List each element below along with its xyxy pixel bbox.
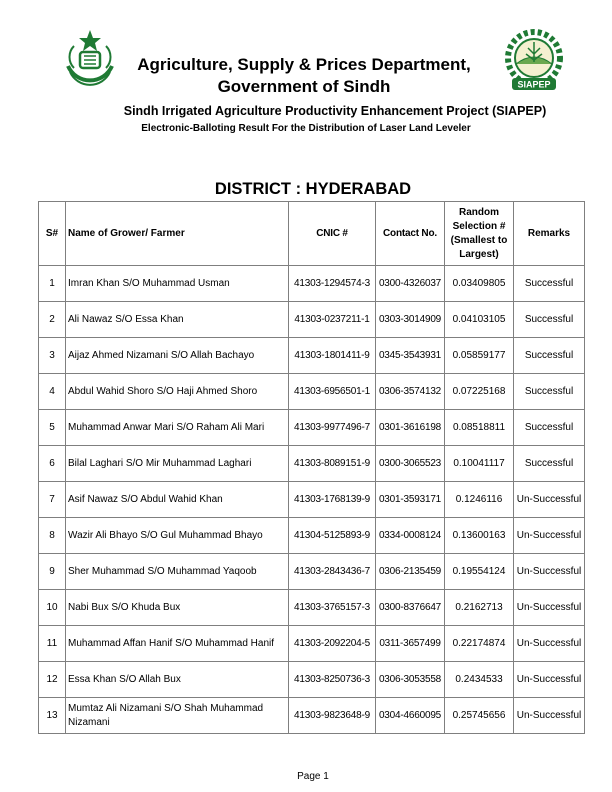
cell-contact: 0334-0008124 <box>376 518 445 554</box>
cell-random-selection: 0.2162713 <box>445 590 514 626</box>
cell-contact: 0306-3574132 <box>376 374 445 410</box>
cell-remarks: Successful <box>514 410 585 446</box>
cell-contact: 0306-3053558 <box>376 662 445 698</box>
cell-cnic: 41303-8089151-9 <box>289 446 376 482</box>
cell-name: Bilal Laghari S/O Mir Muhammad Laghari <box>66 446 289 482</box>
cell-serial: 10 <box>39 590 66 626</box>
cell-name: Asif Nawaz S/O Abdul Wahid Khan <box>66 482 289 518</box>
cell-remarks: Successful <box>514 338 585 374</box>
cell-contact: 0303-3014909 <box>376 302 445 338</box>
cell-serial: 2 <box>39 302 66 338</box>
header-serial: S# <box>39 202 66 266</box>
cell-name: Abdul Wahid Shoro S/O Haji Ahmed Shoro <box>66 374 289 410</box>
cell-random-selection: 0.22174874 <box>445 626 514 662</box>
cell-cnic: 41303-1801411-9 <box>289 338 376 374</box>
table-header-row <box>39 202 585 266</box>
cell-remarks: Un-Successful <box>514 626 585 662</box>
table-row <box>39 518 585 554</box>
cell-random-selection: 0.03409805 <box>445 266 514 302</box>
title-line-1: Agriculture, Supply & Prices Department, <box>137 55 471 74</box>
cell-contact: 0301-3616198 <box>376 410 445 446</box>
cell-remarks: Un-Successful <box>514 554 585 590</box>
cell-name: Muhammad Anwar Mari S/O Raham Ali Mari <box>66 410 289 446</box>
cell-serial: 9 <box>39 554 66 590</box>
cell-name: Muhammad Affan Hanif S/O Muhammad Hanif <box>66 626 289 662</box>
cell-cnic: 41303-6956501-1 <box>289 374 376 410</box>
cell-serial: 4 <box>39 374 66 410</box>
table-row <box>39 446 585 482</box>
cell-cnic: 41303-1768139-9 <box>289 482 376 518</box>
cell-contact: 0301-3593171 <box>376 482 445 518</box>
cell-name: Aijaz Ahmed Nizamani S/O Allah Bachayo <box>66 338 289 374</box>
cell-contact: 0304-4660095 <box>376 698 445 734</box>
header-name: Name of Grower/ Farmer <box>66 202 289 266</box>
cell-name: Nabi Bux S/O Khuda Bux <box>66 590 289 626</box>
cell-serial: 11 <box>39 626 66 662</box>
cell-cnic: 41303-9977496-7 <box>289 410 376 446</box>
table-row <box>39 338 585 374</box>
cell-cnic: 41303-9823648-9 <box>289 698 376 734</box>
cell-serial: 1 <box>39 266 66 302</box>
cell-contact: 0300-3065523 <box>376 446 445 482</box>
cell-serial: 12 <box>39 662 66 698</box>
cell-remarks: Successful <box>514 446 585 482</box>
cell-random-selection: 0.04103105 <box>445 302 514 338</box>
header-remarks: Remarks <box>514 202 585 266</box>
cell-cnic: 41303-2843436-7 <box>289 554 376 590</box>
cell-serial: 6 <box>39 446 66 482</box>
cell-cnic: 41303-2092204-5 <box>289 626 376 662</box>
header-cnic: CNIC # <box>289 202 376 266</box>
cell-remarks: Successful <box>514 266 585 302</box>
district-heading: DISTRICT : HYDERABAD <box>214 180 412 198</box>
cell-name: Imran Khan S/O Muhammad Usman <box>66 266 289 302</box>
cell-cnic: 41304-5125893-9 <box>289 518 376 554</box>
cell-cnic: 41303-0237211-1 <box>289 302 376 338</box>
cell-serial: 5 <box>39 410 66 446</box>
table-row <box>39 590 585 626</box>
cell-random-selection: 0.1246116 <box>445 482 514 518</box>
cell-random-selection: 0.19554124 <box>445 554 514 590</box>
cell-random-selection: 0.05859177 <box>445 338 514 374</box>
table-row <box>39 554 585 590</box>
cell-random-selection: 0.13600163 <box>445 518 514 554</box>
table-row <box>39 410 585 446</box>
siapep-logo <box>500 28 568 96</box>
cell-serial: 13 <box>39 698 66 734</box>
cell-contact: 0345-3543931 <box>376 338 445 374</box>
header-contact: Contact No. <box>376 202 445 266</box>
siapep-logo-text: SIAPEP <box>517 79 551 90</box>
cell-serial: 8 <box>39 518 66 554</box>
document-subtitle: Electronic-Balloting Result For the Distribution of Laser Land Leveler <box>141 123 471 134</box>
cell-remarks: Successful <box>514 374 585 410</box>
cell-name: Sher Muhammad S/O Muhammad Yaqoob <box>66 554 289 590</box>
cell-remarks: Un-Successful <box>514 590 585 626</box>
table-row <box>39 302 585 338</box>
project-name: Sindh Irrigated Agriculture Productivity Enhancement Project (SIAPEP) <box>123 104 547 118</box>
cell-name: Mumtaz Ali Nizamani S/O Shah Muhammad Nizamani <box>66 698 289 734</box>
cell-remarks: Un-Successful <box>514 662 585 698</box>
table-row <box>39 266 585 302</box>
title-line-2: Government of Sindh <box>217 77 391 96</box>
cell-random-selection: 0.25745656 <box>445 698 514 734</box>
cell-contact: 0300-4326037 <box>376 266 445 302</box>
page-number: Page 1 <box>297 771 329 782</box>
table-row <box>39 662 585 698</box>
sindh-government-emblem <box>58 26 122 90</box>
cell-serial: 7 <box>39 482 66 518</box>
balloting-results-table <box>38 201 585 734</box>
cell-random-selection: 0.08518811 <box>445 410 514 446</box>
cell-name: Wazir Ali Bhayo S/O Gul Muhammad Bhayo <box>66 518 289 554</box>
header-random-selection: Random Selection # (Smallest to Largest) <box>445 202 514 266</box>
cell-remarks: Un-Successful <box>514 482 585 518</box>
cell-contact: 0311-3657499 <box>376 626 445 662</box>
cell-contact: 0300-8376647 <box>376 590 445 626</box>
cell-random-selection: 0.07225168 <box>445 374 514 410</box>
table-row <box>39 626 585 662</box>
department-title <box>120 54 488 98</box>
table-row <box>39 482 585 518</box>
cell-name: Essa Khan S/O Allah Bux <box>66 662 289 698</box>
cell-remarks: Un-Successful <box>514 518 585 554</box>
cell-name: Ali Nawaz S/O Essa Khan <box>66 302 289 338</box>
cell-cnic: 41303-3765157-3 <box>289 590 376 626</box>
cell-remarks: Un-Successful <box>514 698 585 734</box>
cell-remarks: Successful <box>514 302 585 338</box>
cell-cnic: 41303-1294574-3 <box>289 266 376 302</box>
table-row <box>39 374 585 410</box>
cell-contact: 0306-2135459 <box>376 554 445 590</box>
cell-random-selection: 0.10041117 <box>445 446 514 482</box>
cell-cnic: 41303-8250736-3 <box>289 662 376 698</box>
table-row <box>39 698 585 734</box>
cell-random-selection: 0.2434533 <box>445 662 514 698</box>
cell-serial: 3 <box>39 338 66 374</box>
